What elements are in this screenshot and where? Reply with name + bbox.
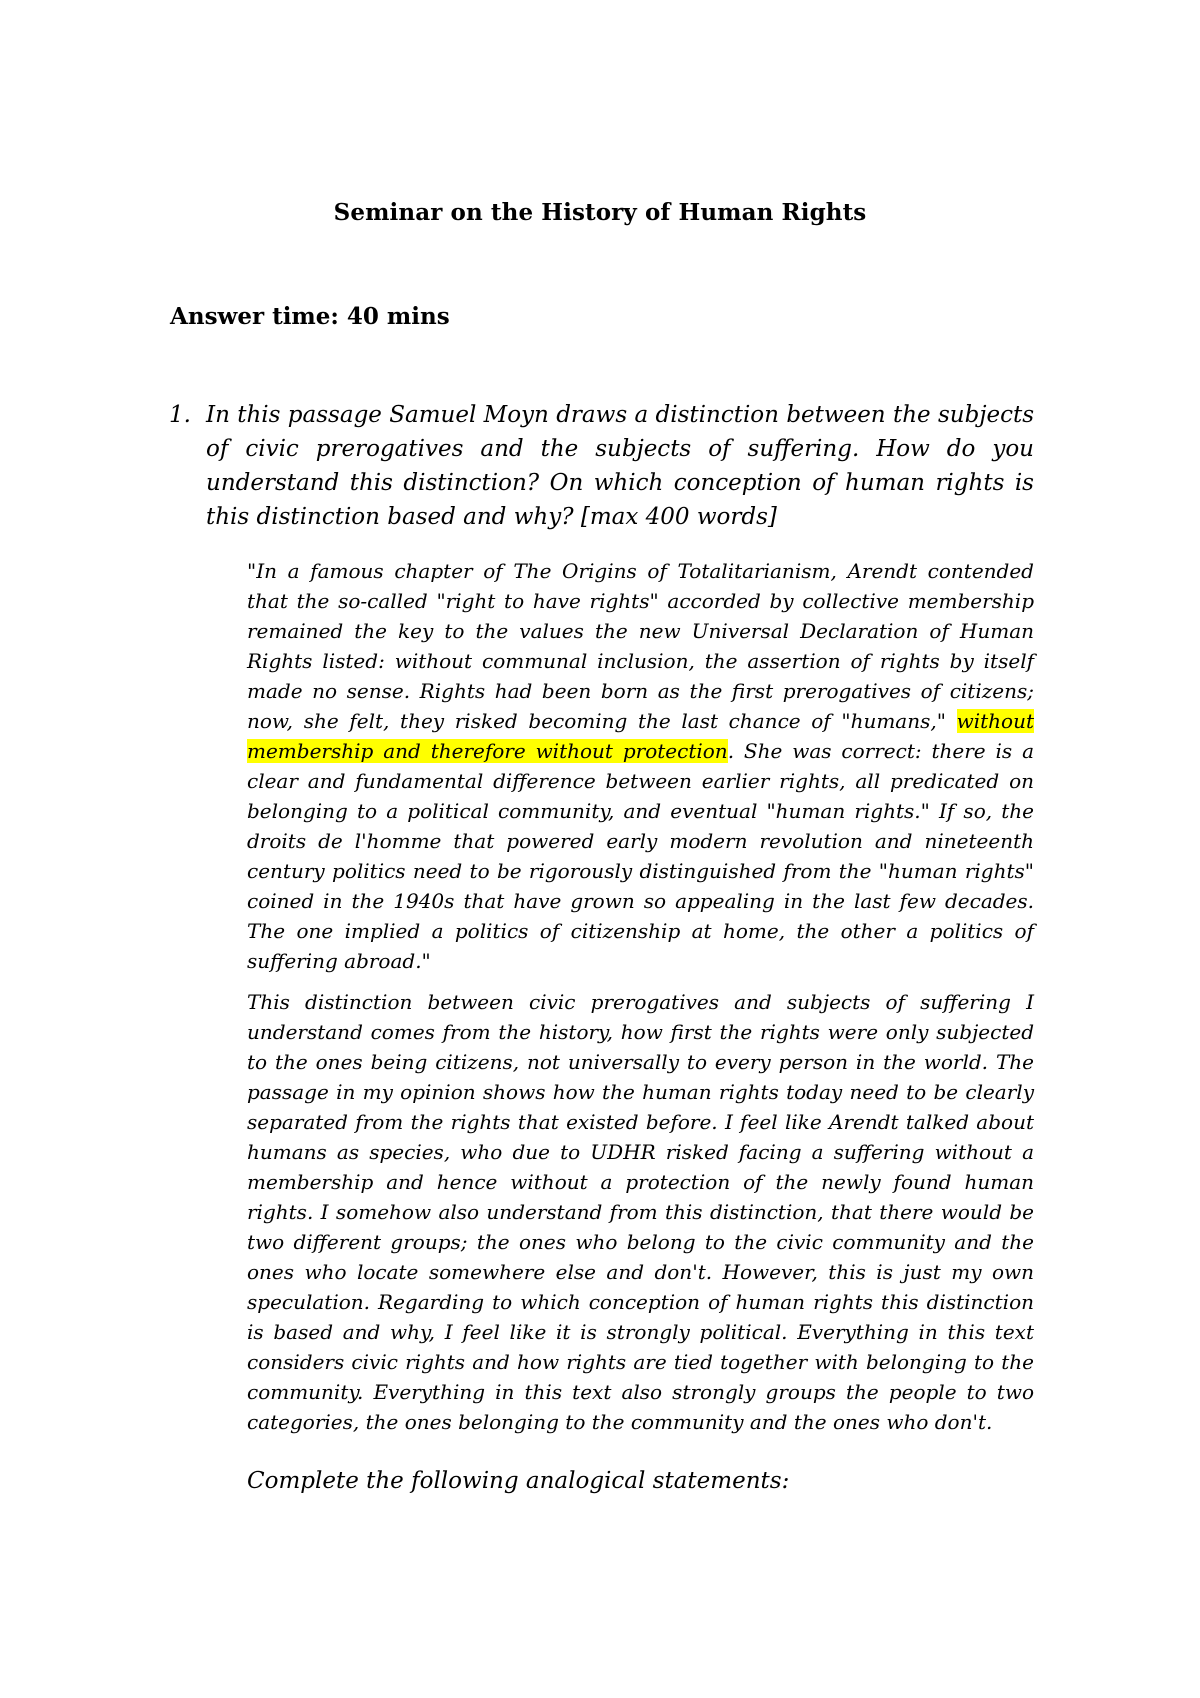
quoted-passage <box>247 556 1034 976</box>
quote-text-after: . She was correct: there is a clear and fundamental difference between earlier rights, all predicated on belonging to a political community, and eventual "human rights." If so, the droits de l'homme that powered early modern revolution and nineteenth century politics need to be rigorously distinguished from the "human rights" coined in the 1940s that have grown so appealing in the last few decades. The one implied a politics of citizenship at home, the other a politics of suffering abroad." <box>247 739 1035 973</box>
question-text: In this passage Samuel Moyn draws a distinction between the subjects of civic prerogatives and the subjects of suffering. How do you understand this distinction? On which conception of human rights is this distinction based and why? [max 400 words] <box>206 402 1034 530</box>
question-1 <box>169 398 1034 534</box>
student-answer: This distinction between civic prerogatives and subjects of suffering I understand comes from the history, how first the rights were only subjected to the ones being citizens, not universally to every person in the world. The passage in my opinion shows how the human rights today need to be clearly separated from the rights that existed before. I feel like Arendt talked about humans as species, who due to UDHR risked facing a suffering without a membership and hence without a protection of the newly found human rights. I somehow also understand from this distinction, that there would be two different groups; the ones who belong to the civic community and the ones who locate somewhere else and don't. However, this is just my own speculation. Regarding to which conception of human rights this distinction is based and why, I feel like it is strongly political. Everything in this text considers civic rights and how rights are tied together with belonging to the community. Everything in this text also strongly groups the people to two categories, the ones belonging to the community and the ones who don't. <box>247 990 1034 1434</box>
highlighted-text: without membership and therefore without protection <box>247 709 1034 763</box>
document-title: Seminar on the History of Human Rights <box>333 199 867 226</box>
answer-time: Answer time: 40 mins <box>170 303 450 330</box>
question-number: 1. <box>169 402 191 428</box>
analogies-prompt: Complete the following analogical statements: <box>247 1468 790 1494</box>
quote-text-before: "In a famous chapter of The Origins of Totalitarianism, Arendt contended that the so-called "right to have rights" accorded by collective membership remained the key to the values the new Universal Declaration of Human Rights listed: without communal inclusion, the assertion of rights by itself made no sense. Rights had been born as the first prerogatives of citizens; now, she felt, they risked becoming the last chance of "humans," <box>247 559 1034 733</box>
